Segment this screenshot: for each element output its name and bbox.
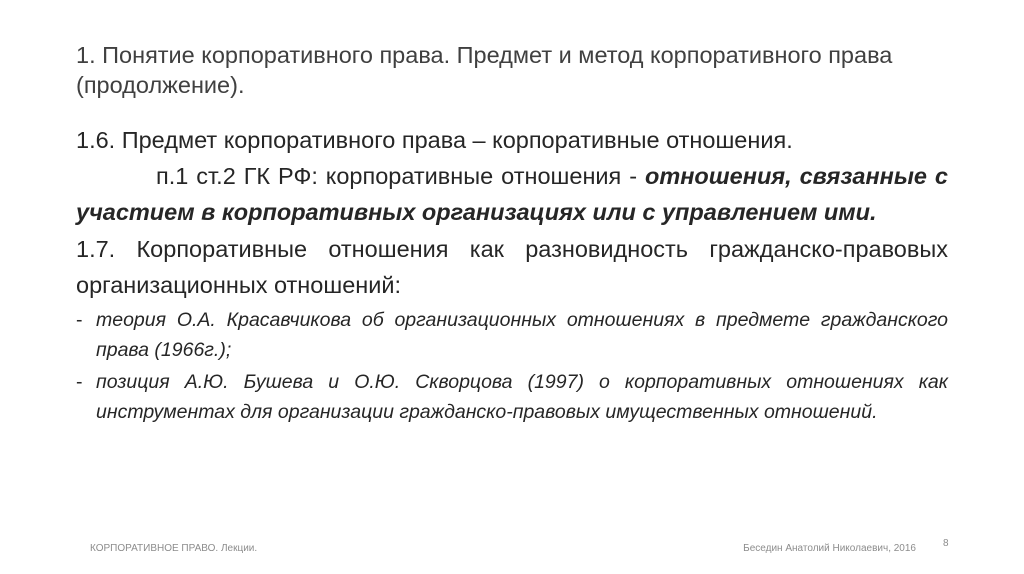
list-bullet: - bbox=[76, 371, 83, 393]
definition-paragraph bbox=[76, 158, 948, 230]
slide-body bbox=[76, 122, 948, 427]
section-1-7-heading: 1.7. Корпоративные отношения как разновидность гражданско-правовых организационных отношений: bbox=[76, 236, 948, 298]
definition-emphasis: отношения, связанные с участием в корпоративных организациях или с управлением ими. bbox=[76, 163, 948, 225]
list-item bbox=[76, 305, 948, 365]
footer-author: Беседин Анатолий Николаевич, 2016 bbox=[743, 543, 916, 554]
theory-list bbox=[76, 305, 948, 427]
footer-course-name: КОРПОРАТИВНОЕ ПРАВО. Лекции. bbox=[90, 543, 258, 554]
list-item-text: теория О.А. Красавчикова об организационных отношениях в предмете гражданского права (1966г.); bbox=[96, 309, 948, 361]
slide-title: 1. Понятие корпоративного права. Предмет и метод корпоративного права (продолжение). bbox=[76, 42, 893, 98]
section-1-6-heading: 1.6. Предмет корпоративного права – корпоративные отношения. bbox=[76, 127, 793, 153]
list-bullet: - bbox=[76, 309, 83, 331]
page-number: 8 bbox=[943, 538, 949, 549]
list-item-text: позиция А.Ю. Бушева и О.Ю. Скворцова (1997) о корпоративных отношениях как инструментах для организации гражданско-правовых имущественных отношений. bbox=[96, 371, 948, 423]
list-item bbox=[76, 367, 948, 427]
definition-prefix: п.1 ст.2 ГК РФ: корпоративные отношения - bbox=[156, 163, 645, 189]
